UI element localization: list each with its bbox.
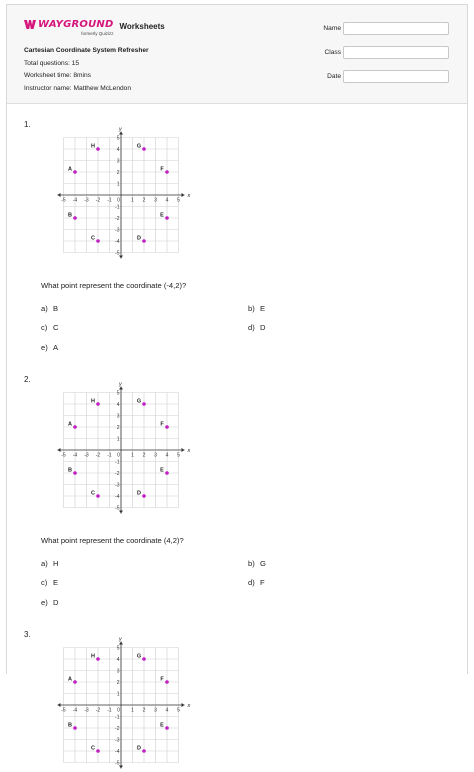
point-marker <box>165 170 169 174</box>
point-marker <box>96 239 100 243</box>
point-marker <box>142 494 146 498</box>
y-tick-label: 2 <box>116 424 120 431</box>
option-e[interactable] <box>41 598 58 607</box>
option-letter: b) <box>248 304 255 313</box>
option-c[interactable] <box>41 323 58 332</box>
point-label: A <box>68 676 72 683</box>
option-text: G <box>260 559 266 568</box>
option-letter: a) <box>41 304 48 313</box>
y-tick-label: -2 <box>115 725 120 732</box>
point-marker <box>73 170 77 174</box>
y-axis-label: y <box>119 126 122 133</box>
point-label: E <box>160 467 164 474</box>
option-letter: d) <box>248 323 255 332</box>
name-field[interactable] <box>343 22 449 35</box>
option-text: E <box>260 304 266 313</box>
point-label: C <box>91 490 95 497</box>
option-text: D <box>260 323 266 332</box>
x-tick-label: 5 <box>177 452 180 459</box>
y-tick-label: 2 <box>116 679 120 686</box>
date-field[interactable] <box>343 70 449 83</box>
class-field[interactable] <box>343 46 449 59</box>
x-tick-label: 5 <box>177 707 180 714</box>
option-b[interactable] <box>248 304 265 313</box>
x-tick-label: -5 <box>61 707 66 714</box>
point-marker <box>142 402 146 406</box>
x-tick-label: 2 <box>142 452 146 459</box>
x-tick-label: -2 <box>95 452 101 459</box>
option-text: F <box>260 578 265 587</box>
y-axis-label: y <box>119 636 122 643</box>
option-text: A <box>53 343 59 352</box>
point-marker <box>96 402 100 406</box>
x-tick-label: -4 <box>72 197 78 204</box>
x-tick-label: 0 <box>117 452 120 459</box>
doc-type-label: Worksheets <box>119 22 165 31</box>
point-marker <box>142 239 146 243</box>
date-field-row <box>317 70 467 84</box>
option-a[interactable] <box>41 304 58 313</box>
x-tick-label: -5 <box>61 452 66 459</box>
class-field-row <box>317 46 467 60</box>
x-axis-arrow-icon <box>182 703 185 707</box>
x-axis-label: x <box>187 448 191 454</box>
y-tick-label: 4 <box>116 656 120 663</box>
x-tick-label: -3 <box>84 452 89 459</box>
name-label: Name <box>323 25 341 32</box>
option-text: B <box>53 304 59 313</box>
point-label: E <box>160 212 164 219</box>
y-tick-label: 4 <box>116 401 120 408</box>
x-axis-arrow-icon <box>182 448 185 452</box>
point-marker <box>142 657 146 661</box>
x-tick-label: 0 <box>117 707 120 714</box>
x-axis-arrow-icon <box>58 448 61 452</box>
option-text: C <box>53 323 59 332</box>
point-label: H <box>91 398 95 405</box>
coordinate-grid <box>51 632 191 772</box>
point-label: B <box>68 212 72 219</box>
point-label: D <box>137 235 141 242</box>
x-axis-arrow-icon <box>58 193 61 197</box>
x-axis-label: x <box>187 193 191 199</box>
x-tick-label: 3 <box>154 707 157 714</box>
point-label: F <box>160 421 164 428</box>
y-tick-label: 2 <box>116 169 120 176</box>
x-tick-label: -1 <box>107 452 112 459</box>
point-marker <box>142 147 146 151</box>
x-tick-label: 4 <box>165 452 169 459</box>
point-label: H <box>91 143 95 150</box>
point-marker <box>165 216 169 220</box>
option-d[interactable] <box>248 578 265 587</box>
x-tick-label: -4 <box>72 707 78 714</box>
point-marker <box>73 680 77 684</box>
y-tick-label: 4 <box>116 146 120 153</box>
x-tick-label: 1 <box>131 452 134 459</box>
point-marker <box>165 726 169 730</box>
x-tick-label: 5 <box>177 197 180 204</box>
point-marker <box>96 749 100 753</box>
option-letter: b) <box>248 559 255 568</box>
worksheet-title: Cartesian Coordinate System Refresher <box>24 47 149 54</box>
point-marker <box>165 425 169 429</box>
point-label: B <box>68 722 72 729</box>
option-letter: c) <box>41 578 48 587</box>
question-number: 1. <box>24 120 31 129</box>
coordinate-grid <box>51 377 191 517</box>
x-tick-label: -3 <box>84 707 89 714</box>
worksheet-page <box>6 4 468 767</box>
worksheet-time: Worksheet time: 8mins <box>24 72 91 79</box>
option-a[interactable] <box>41 559 58 568</box>
brand-subtitle: formerly Quizizz <box>81 31 114 36</box>
x-tick-label: -1 <box>107 707 112 714</box>
option-letter: e) <box>41 343 48 352</box>
y-tick-label: 5 <box>116 390 120 397</box>
wayground-logo-icon <box>24 20 36 29</box>
y-tick-label: -1 <box>115 459 120 466</box>
x-tick-label: 3 <box>154 452 157 459</box>
point-label: G <box>136 653 142 660</box>
y-tick-label: 3 <box>116 413 120 420</box>
point-marker <box>96 494 100 498</box>
worksheet-meta <box>24 45 149 95</box>
point-marker <box>165 471 169 475</box>
point-label: G <box>136 143 142 150</box>
worksheet-header <box>7 5 467 104</box>
x-tick-label: -5 <box>61 197 66 204</box>
y-tick-label: 3 <box>116 668 120 675</box>
x-axis-arrow-icon <box>58 703 61 707</box>
y-tick-label: -3 <box>115 737 120 744</box>
option-letter: d) <box>248 578 255 587</box>
point-marker <box>73 726 77 730</box>
y-tick-label: -3 <box>115 482 120 489</box>
x-axis-label: x <box>187 703 191 709</box>
x-tick-label: 2 <box>142 197 146 204</box>
question-number: 2. <box>24 375 31 384</box>
y-tick-label: -5 <box>115 760 120 767</box>
class-label: Class <box>324 49 341 56</box>
x-tick-label: -2 <box>95 197 101 204</box>
y-tick-label: 1 <box>116 181 120 188</box>
y-axis-arrow-icon <box>119 766 123 769</box>
option-letter: a) <box>41 559 48 568</box>
point-label: D <box>137 490 141 497</box>
point-marker <box>165 680 169 684</box>
x-tick-label: 0 <box>117 197 120 204</box>
x-tick-label: -4 <box>72 452 78 459</box>
x-tick-label: 4 <box>165 707 169 714</box>
x-tick-label: 1 <box>131 197 134 204</box>
question-text: What point represent the coordinate (-4,2)? <box>41 281 187 290</box>
point-label: E <box>160 722 164 729</box>
point-marker <box>73 425 77 429</box>
option-letter: c) <box>41 323 48 332</box>
x-tick-label: -3 <box>84 197 89 204</box>
y-tick-label: 5 <box>116 135 120 142</box>
y-tick-label: -4 <box>115 493 120 500</box>
y-tick-label: -2 <box>115 215 120 222</box>
option-c[interactable] <box>41 578 58 587</box>
point-marker <box>96 147 100 151</box>
point-marker <box>73 216 77 220</box>
brand-logo <box>24 19 165 36</box>
point-label: D <box>137 745 141 752</box>
y-tick-label: 5 <box>116 645 120 652</box>
brand-name: WAYGROUND <box>38 19 114 30</box>
x-tick-label: 4 <box>165 197 169 204</box>
y-axis-label: y <box>119 381 122 388</box>
point-label: A <box>68 421 72 428</box>
y-tick-label: 1 <box>116 436 120 443</box>
point-marker <box>142 749 146 753</box>
option-letter: e) <box>41 598 48 607</box>
coordinate-grid <box>51 122 191 262</box>
x-tick-label: 2 <box>142 707 146 714</box>
point-marker <box>73 471 77 475</box>
y-tick-label: -5 <box>115 250 120 257</box>
total-questions: Total questions: 15 <box>24 59 79 67</box>
y-tick-label: -4 <box>115 238 120 245</box>
instructor-name: Instructor name: Matthew McLendon <box>24 84 132 92</box>
x-tick-label: -1 <box>107 197 112 204</box>
date-label: Date <box>327 73 341 80</box>
option-b[interactable] <box>248 559 266 568</box>
y-tick-label: 1 <box>116 691 120 698</box>
y-tick-label: -1 <box>115 714 120 721</box>
point-label: A <box>68 166 72 173</box>
x-tick-label: 1 <box>131 707 134 714</box>
name-field-row <box>317 22 467 36</box>
question-number: 3. <box>24 630 31 639</box>
point-label: C <box>91 745 95 752</box>
y-tick-label: -3 <box>115 227 120 234</box>
point-label: B <box>68 467 72 474</box>
y-tick-label: -2 <box>115 470 120 477</box>
option-text: H <box>53 559 59 568</box>
point-label: F <box>160 166 164 173</box>
y-tick-label: -5 <box>115 505 120 512</box>
point-label: G <box>136 398 142 405</box>
option-text: D <box>53 598 59 607</box>
y-axis-arrow-icon <box>119 511 123 514</box>
point-label: F <box>160 676 164 683</box>
option-e[interactable] <box>41 343 58 352</box>
y-tick-label: 3 <box>116 158 120 165</box>
point-label: H <box>91 653 95 660</box>
x-axis-arrow-icon <box>182 193 185 197</box>
y-tick-label: -1 <box>115 204 120 211</box>
question-text: What point represent the coordinate (4,2)? <box>41 536 184 545</box>
option-d[interactable] <box>248 323 265 332</box>
x-tick-label: 3 <box>154 197 157 204</box>
x-tick-label: -2 <box>95 707 101 714</box>
option-text: E <box>53 578 59 587</box>
y-tick-label: -4 <box>115 748 120 755</box>
y-axis-arrow-icon <box>119 256 123 259</box>
point-label: C <box>91 235 95 242</box>
point-marker <box>96 657 100 661</box>
